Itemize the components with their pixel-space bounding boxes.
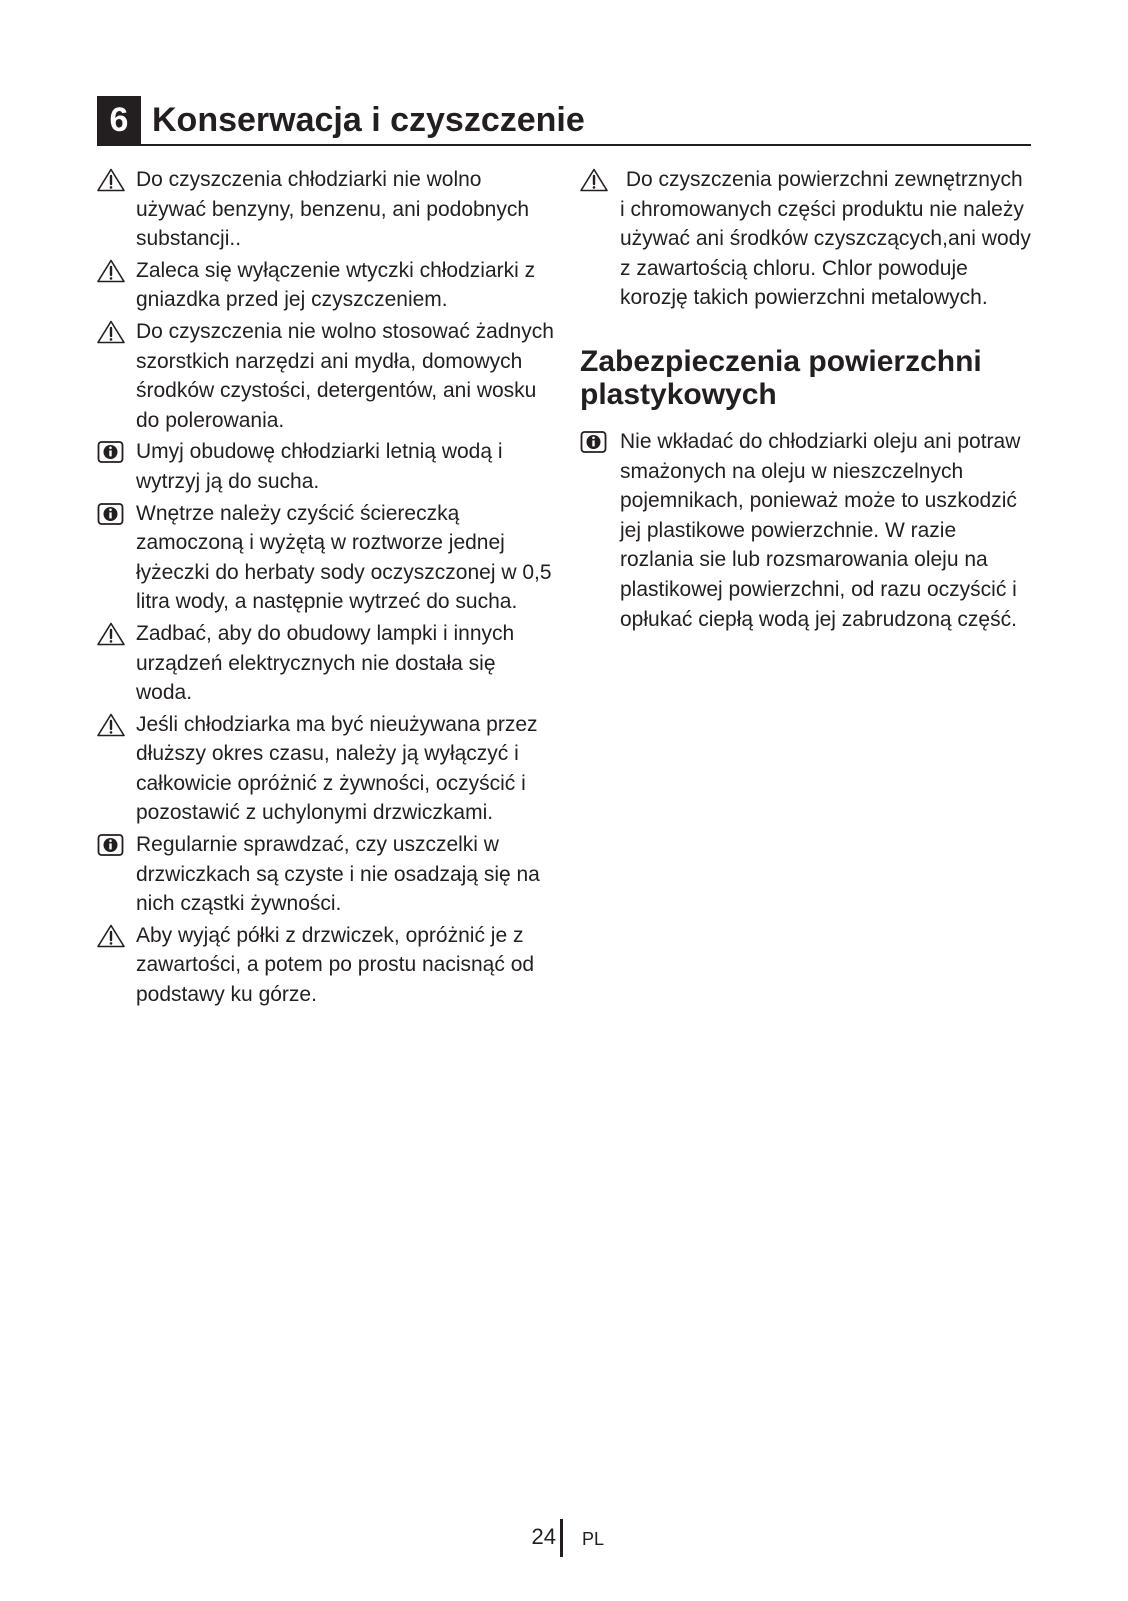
info-icon — [97, 833, 125, 857]
item-text: Zadbać, aby do obudowy lampki i innych urządzeń elektrycznych nie dostała się woda. — [136, 621, 515, 705]
list-item — [97, 619, 555, 708]
item-text: Do czyszczenia powierzchni zewnętrznych i chromowanych części produktu nie należy używać ani środków czyszczących,ani wody z zawartością chloru. Chlor powoduje korozję takich powierzchni metalowych. — [620, 168, 1037, 310]
item-text: Do czyszczenia nie wolno stosować żadnych szorstkich narzędzi ani mydła, domowych środków czystości, detergentów, ani wosku do polerowania. — [136, 319, 554, 432]
info-icon — [97, 502, 125, 526]
chapter-title: Konserwacja i czyszczenie — [152, 101, 585, 139]
warning-icon — [97, 168, 125, 192]
left-column — [97, 165, 555, 1012]
warning-icon — [97, 924, 125, 948]
item-text: Wnętrze należy czyścić ściereczką zamoczoną i wyżętą w roztworze jednej łyżeczki do herbaty sody oczyszczonej w 0,5 litra wody, a następnie wytrzeć do sucha. — [136, 501, 552, 614]
list-item — [580, 165, 1037, 313]
warning-icon — [97, 622, 125, 646]
chapter-number: 6 — [97, 96, 141, 144]
list-item — [97, 437, 555, 496]
info-icon — [97, 440, 125, 464]
item-text: Aby wyjąć półki z drzwiczek, opróżnić je z zawartości, a potem po prostu nacisnąć od podstawy ku górze. — [136, 923, 535, 1007]
list-item — [580, 427, 1031, 634]
list-item — [97, 165, 555, 254]
list-item — [97, 499, 555, 617]
right-column — [580, 165, 1037, 636]
list-item — [97, 921, 555, 1010]
list-item — [97, 710, 555, 828]
page-number: 24 — [531, 1524, 556, 1549]
item-text: Jeśli chłodziarka ma być nieużywana przez dłuższy okres czasu, należy ją wyłączyć i całkowicie opróżnić z żywności, oczyścić i pozostawić z uchylonymi drzwiczkami. — [136, 712, 538, 825]
item-text: Umyj obudowę chłodziarki letnią wodą i wytrzyj ją do sucha. — [136, 440, 503, 493]
info-icon — [580, 430, 608, 454]
warning-icon — [97, 320, 125, 344]
list-item — [97, 830, 555, 919]
list-item — [97, 256, 555, 315]
item-text: Nie wkładać do chłodziarki oleju ani potraw smażonych na oleju w nieszczelnych pojemnikach, ponieważ może to uszkodzić jej plastikowe powierzchnie. W razie rozlania sie lub rozsmarowania oleju na plastikowej powierzchni, od razu oczyścić i opłukać ciepłą wodą jej zabrudzoną część. — [620, 429, 1021, 631]
warning-icon — [97, 259, 125, 283]
item-text: Regularnie sprawdzać, czy uszczelki w drzwiczkach są czyste i nie osadzają się na nich cząstki żywności. — [136, 833, 540, 916]
page-separator — [560, 1519, 563, 1557]
list-item — [97, 317, 555, 435]
warning-icon — [97, 713, 125, 737]
item-text: Do czyszczenia chłodziarki nie wolno używać benzyny, benzenu, ani podobnych substancji.. — [136, 168, 530, 251]
chapter-header — [97, 96, 1031, 146]
page-footer — [0, 1519, 1128, 1559]
page-language: PL — [582, 1529, 605, 1549]
warning-icon — [580, 168, 608, 192]
item-text: Zaleca się wyłączenie wtyczki chłodziarki z gniazdka przed jej czyszczeniem. — [136, 258, 536, 312]
section-heading: Zabezpieczenia powierzchni plastykowych — [580, 344, 982, 411]
